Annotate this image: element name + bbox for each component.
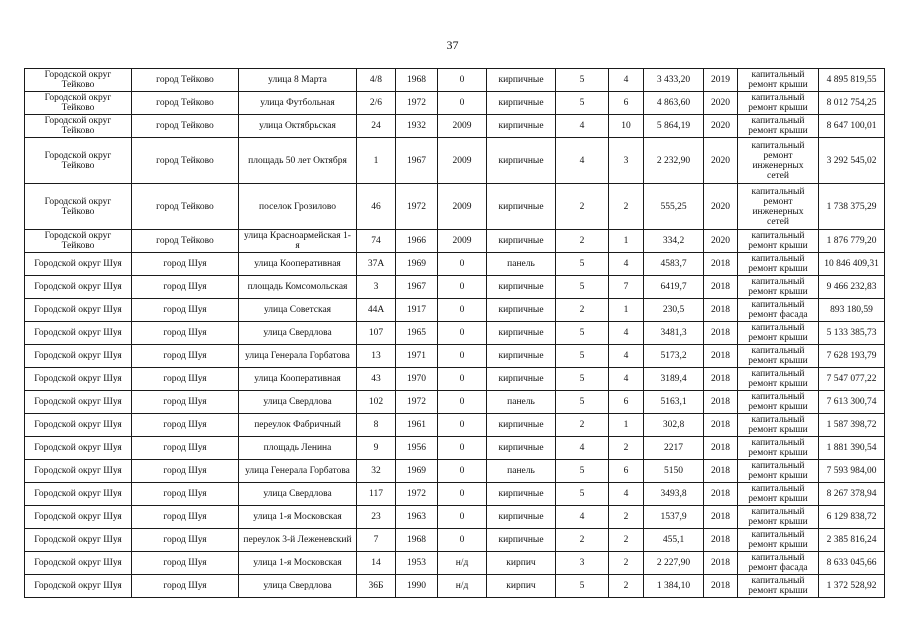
cell-cost: 2 385 816,24 — [819, 529, 885, 552]
table-row — [25, 276, 885, 299]
cell-year-reconstruction: 0 — [438, 322, 487, 345]
cell-year-built: 1972 — [396, 391, 438, 414]
cell-entrances: 2 — [609, 437, 644, 460]
cell-area: 5150 — [644, 460, 704, 483]
cell-municipality: Городской округ Тейково — [25, 138, 132, 184]
cell-planned-year: 2018 — [704, 414, 738, 437]
housing-repair-table — [24, 68, 885, 598]
cell-year-built: 1961 — [396, 414, 438, 437]
cell-floors: 2 — [556, 299, 609, 322]
cell-municipality: Городской округ Тейково — [25, 184, 132, 230]
cell-year-reconstruction: 0 — [438, 414, 487, 437]
cell-street: переулок 3-й Леженевский — [239, 529, 357, 552]
cell-year-built: 1917 — [396, 299, 438, 322]
cell-wall-material: кирпичные — [487, 414, 556, 437]
cell-cost: 8 633 045,66 — [819, 552, 885, 575]
cell-planned-year: 2018 — [704, 368, 738, 391]
cell-cost: 1 881 390,54 — [819, 437, 885, 460]
cell-year-reconstruction: 0 — [438, 483, 487, 506]
cell-area: 4583,7 — [644, 253, 704, 276]
cell-street: улица Кооперативная — [239, 253, 357, 276]
cell-house: 4/8 — [357, 69, 396, 92]
cell-settlement: город Шуя — [132, 345, 239, 368]
cell-street: поселок Грозилово — [239, 184, 357, 230]
cell-settlement: город Тейково — [132, 138, 239, 184]
cell-planned-year: 2020 — [704, 115, 738, 138]
table-row — [25, 391, 885, 414]
cell-floors: 4 — [556, 506, 609, 529]
cell-street: улица 1-я Московская — [239, 552, 357, 575]
table-row — [25, 345, 885, 368]
cell-municipality: Городской округ Шуя — [25, 575, 132, 598]
cell-work-type: капитальный ремонт крыши — [738, 69, 819, 92]
cell-house: 14 — [357, 552, 396, 575]
cell-settlement: город Тейково — [132, 230, 239, 253]
cell-floors: 4 — [556, 138, 609, 184]
page-number: 37 — [446, 38, 459, 52]
cell-work-type: капитальный ремонт фасада — [738, 552, 819, 575]
cell-floors: 5 — [556, 69, 609, 92]
cell-house: 9 — [357, 437, 396, 460]
cell-cost: 7 547 077,22 — [819, 368, 885, 391]
cell-year-built: 1990 — [396, 575, 438, 598]
cell-entrances: 6 — [609, 460, 644, 483]
cell-year-built: 1969 — [396, 460, 438, 483]
table-row — [25, 299, 885, 322]
cell-house: 43 — [357, 368, 396, 391]
cell-street: улица Футбольная — [239, 92, 357, 115]
cell-house: 46 — [357, 184, 396, 230]
cell-wall-material: кирпичные — [487, 437, 556, 460]
cell-work-type: капитальный ремонт крыши — [738, 345, 819, 368]
cell-entrances: 2 — [609, 529, 644, 552]
cell-entrances: 6 — [609, 391, 644, 414]
cell-settlement: город Шуя — [132, 460, 239, 483]
cell-work-type: капитальный ремонт инженерных сетей — [738, 138, 819, 184]
cell-year-reconstruction: 0 — [438, 437, 487, 460]
cell-entrances: 4 — [609, 253, 644, 276]
cell-area: 3493,8 — [644, 483, 704, 506]
cell-year-reconstruction: н/д — [438, 575, 487, 598]
cell-year-reconstruction: 0 — [438, 299, 487, 322]
cell-house: 23 — [357, 506, 396, 529]
cell-area: 5 864,19 — [644, 115, 704, 138]
cell-settlement: город Шуя — [132, 552, 239, 575]
cell-area: 455,1 — [644, 529, 704, 552]
cell-planned-year: 2018 — [704, 437, 738, 460]
cell-year-reconstruction: 0 — [438, 460, 487, 483]
cell-street: улица 1-я Московская — [239, 506, 357, 529]
cell-work-type: капитальный ремонт крыши — [738, 115, 819, 138]
cell-cost: 10 846 409,31 — [819, 253, 885, 276]
cell-work-type: капитальный ремонт крыши — [738, 230, 819, 253]
table-row — [25, 414, 885, 437]
cell-settlement: город Шуя — [132, 437, 239, 460]
cell-planned-year: 2018 — [704, 391, 738, 414]
cell-planned-year: 2018 — [704, 575, 738, 598]
cell-cost: 893 180,59 — [819, 299, 885, 322]
cell-floors: 3 — [556, 552, 609, 575]
cell-planned-year: 2018 — [704, 322, 738, 345]
cell-year-reconstruction: 0 — [438, 276, 487, 299]
cell-area: 334,2 — [644, 230, 704, 253]
cell-year-reconstruction: 2009 — [438, 138, 487, 184]
cell-year-built: 1956 — [396, 437, 438, 460]
cell-house: 36Б — [357, 575, 396, 598]
cell-municipality: Городской округ Шуя — [25, 529, 132, 552]
cell-municipality: Городской округ Шуя — [25, 391, 132, 414]
cell-cost: 5 133 385,73 — [819, 322, 885, 345]
cell-year-reconstruction: 2009 — [438, 115, 487, 138]
table-row — [25, 368, 885, 391]
cell-area: 3189,4 — [644, 368, 704, 391]
cell-municipality: Городской округ Шуя — [25, 322, 132, 345]
table-row — [25, 184, 885, 230]
cell-house: 32 — [357, 460, 396, 483]
cell-house: 2/6 — [357, 92, 396, 115]
cell-wall-material: кирпичные — [487, 322, 556, 345]
table-row — [25, 253, 885, 276]
cell-entrances: 4 — [609, 368, 644, 391]
cell-settlement: город Шуя — [132, 529, 239, 552]
cell-settlement: город Шуя — [132, 575, 239, 598]
table-row — [25, 322, 885, 345]
cell-floors: 5 — [556, 460, 609, 483]
cell-floors: 5 — [556, 575, 609, 598]
table-body — [25, 69, 885, 598]
cell-wall-material: панель — [487, 460, 556, 483]
cell-municipality: Городской округ Шуя — [25, 276, 132, 299]
cell-wall-material: кирпичные — [487, 299, 556, 322]
cell-planned-year: 2018 — [704, 299, 738, 322]
cell-settlement: город Шуя — [132, 322, 239, 345]
cell-year-reconstruction: 0 — [438, 253, 487, 276]
cell-municipality: Городской округ Шуя — [25, 253, 132, 276]
cell-area: 5173,2 — [644, 345, 704, 368]
cell-street: улица Генерала Горбатова — [239, 345, 357, 368]
cell-settlement: город Шуя — [132, 299, 239, 322]
cell-street: улица Октябрьская — [239, 115, 357, 138]
cell-municipality: Городской округ Шуя — [25, 506, 132, 529]
cell-wall-material: кирпичные — [487, 115, 556, 138]
cell-work-type: капитальный ремонт крыши — [738, 276, 819, 299]
cell-year-built: 1968 — [396, 529, 438, 552]
cell-area: 2217 — [644, 437, 704, 460]
cell-wall-material: кирпичные — [487, 483, 556, 506]
cell-planned-year: 2018 — [704, 552, 738, 575]
cell-house: 117 — [357, 483, 396, 506]
cell-house: 74 — [357, 230, 396, 253]
cell-floors: 4 — [556, 115, 609, 138]
cell-area: 555,25 — [644, 184, 704, 230]
cell-year-built: 1967 — [396, 276, 438, 299]
cell-cost: 1 372 528,92 — [819, 575, 885, 598]
cell-area: 1 384,10 — [644, 575, 704, 598]
cell-entrances: 2 — [609, 575, 644, 598]
table-row — [25, 437, 885, 460]
cell-street: площадь Комсомольская — [239, 276, 357, 299]
cell-municipality: Городской округ Тейково — [25, 92, 132, 115]
cell-settlement: город Шуя — [132, 368, 239, 391]
cell-work-type: капитальный ремонт крыши — [738, 414, 819, 437]
cell-floors: 5 — [556, 345, 609, 368]
table-row — [25, 575, 885, 598]
cell-cost: 3 292 545,02 — [819, 138, 885, 184]
cell-settlement: город Шуя — [132, 276, 239, 299]
cell-entrances: 4 — [609, 69, 644, 92]
cell-area: 6419,7 — [644, 276, 704, 299]
cell-wall-material: кирпичные — [487, 230, 556, 253]
table-row — [25, 92, 885, 115]
cell-cost: 4 895 819,55 — [819, 69, 885, 92]
cell-settlement: город Шуя — [132, 483, 239, 506]
table-row — [25, 115, 885, 138]
cell-year-built: 1967 — [396, 138, 438, 184]
cell-cost: 7 593 984,00 — [819, 460, 885, 483]
cell-floors: 5 — [556, 322, 609, 345]
cell-planned-year: 2018 — [704, 345, 738, 368]
cell-wall-material: кирпичные — [487, 529, 556, 552]
cell-entrances: 2 — [609, 552, 644, 575]
cell-street: улица Свердлова — [239, 483, 357, 506]
cell-floors: 5 — [556, 368, 609, 391]
cell-house: 44А — [357, 299, 396, 322]
cell-year-reconstruction: 2009 — [438, 230, 487, 253]
cell-cost: 8 647 100,01 — [819, 115, 885, 138]
cell-area: 3 433,20 — [644, 69, 704, 92]
cell-municipality: Городской округ Шуя — [25, 552, 132, 575]
cell-work-type: капитальный ремонт крыши — [738, 391, 819, 414]
cell-settlement: город Шуя — [132, 506, 239, 529]
cell-floors: 2 — [556, 529, 609, 552]
cell-planned-year: 2020 — [704, 92, 738, 115]
cell-area: 2 232,90 — [644, 138, 704, 184]
cell-cost: 7 628 193,79 — [819, 345, 885, 368]
cell-wall-material: кирпичные — [487, 276, 556, 299]
cell-wall-material: кирпич — [487, 575, 556, 598]
cell-planned-year: 2018 — [704, 506, 738, 529]
cell-entrances: 7 — [609, 276, 644, 299]
cell-year-built: 1972 — [396, 483, 438, 506]
table-row — [25, 230, 885, 253]
cell-work-type: капитальный ремонт крыши — [738, 322, 819, 345]
table-row — [25, 529, 885, 552]
cell-municipality: Городской округ Шуя — [25, 299, 132, 322]
cell-wall-material: кирпичные — [487, 138, 556, 184]
cell-street: улица Свердлова — [239, 322, 357, 345]
cell-area: 5163,1 — [644, 391, 704, 414]
cell-year-built: 1968 — [396, 69, 438, 92]
cell-house: 8 — [357, 414, 396, 437]
cell-settlement: город Тейково — [132, 115, 239, 138]
cell-work-type: капитальный ремонт крыши — [738, 575, 819, 598]
cell-settlement: город Тейково — [132, 69, 239, 92]
table-row — [25, 69, 885, 92]
cell-entrances: 4 — [609, 345, 644, 368]
cell-cost: 8 012 754,25 — [819, 92, 885, 115]
cell-house: 13 — [357, 345, 396, 368]
table-row — [25, 460, 885, 483]
cell-entrances: 2 — [609, 184, 644, 230]
table-row — [25, 552, 885, 575]
cell-street: улица Советская — [239, 299, 357, 322]
cell-street: улица Свердлова — [239, 391, 357, 414]
table-row — [25, 483, 885, 506]
cell-work-type: капитальный ремонт крыши — [738, 460, 819, 483]
cell-settlement: город Шуя — [132, 391, 239, 414]
cell-year-reconstruction: н/д — [438, 552, 487, 575]
cell-wall-material: кирпичные — [487, 506, 556, 529]
cell-municipality: Городской округ Шуя — [25, 368, 132, 391]
cell-area: 230,5 — [644, 299, 704, 322]
cell-floors: 5 — [556, 483, 609, 506]
cell-cost: 1 738 375,29 — [819, 184, 885, 230]
cell-house: 107 — [357, 322, 396, 345]
cell-work-type: капитальный ремонт инженерных сетей — [738, 184, 819, 230]
cell-planned-year: 2018 — [704, 460, 738, 483]
cell-planned-year: 2019 — [704, 69, 738, 92]
cell-street: улица Генерала Горбатова — [239, 460, 357, 483]
cell-planned-year: 2020 — [704, 184, 738, 230]
cell-wall-material: панель — [487, 253, 556, 276]
cell-planned-year: 2018 — [704, 276, 738, 299]
cell-municipality: Городской округ Тейково — [25, 230, 132, 253]
cell-planned-year: 2020 — [704, 138, 738, 184]
cell-house: 24 — [357, 115, 396, 138]
cell-municipality: Городской округ Шуя — [25, 414, 132, 437]
cell-year-built: 1970 — [396, 368, 438, 391]
cell-floors: 2 — [556, 230, 609, 253]
cell-year-built: 1972 — [396, 184, 438, 230]
cell-planned-year: 2018 — [704, 483, 738, 506]
cell-year-built: 1932 — [396, 115, 438, 138]
cell-work-type: капитальный ремонт крыши — [738, 437, 819, 460]
cell-entrances: 4 — [609, 322, 644, 345]
cell-settlement: город Шуя — [132, 253, 239, 276]
cell-year-reconstruction: 0 — [438, 368, 487, 391]
cell-wall-material: кирпичные — [487, 92, 556, 115]
cell-year-built: 1971 — [396, 345, 438, 368]
cell-house: 3 — [357, 276, 396, 299]
cell-floors: 4 — [556, 437, 609, 460]
cell-wall-material: панель — [487, 391, 556, 414]
cell-street: площадь Ленина — [239, 437, 357, 460]
cell-cost: 1 876 779,20 — [819, 230, 885, 253]
table-row — [25, 138, 885, 184]
cell-entrances: 3 — [609, 138, 644, 184]
cell-floors: 5 — [556, 253, 609, 276]
cell-year-reconstruction: 0 — [438, 69, 487, 92]
cell-municipality: Городской округ Тейково — [25, 115, 132, 138]
cell-wall-material: кирпичные — [487, 184, 556, 230]
cell-settlement: город Тейково — [132, 184, 239, 230]
cell-area: 1537,9 — [644, 506, 704, 529]
cell-work-type: капитальный ремонт крыши — [738, 483, 819, 506]
cell-year-built: 1965 — [396, 322, 438, 345]
cell-area: 2 227,90 — [644, 552, 704, 575]
cell-work-type: капитальный ремонт фасада — [738, 299, 819, 322]
cell-municipality: Городской округ Шуя — [25, 437, 132, 460]
cell-wall-material: кирпичные — [487, 69, 556, 92]
cell-floors: 5 — [556, 276, 609, 299]
cell-street: улица 8 Марта — [239, 69, 357, 92]
cell-street: улица Красноармейская 1-я — [239, 230, 357, 253]
cell-house: 102 — [357, 391, 396, 414]
table-row — [25, 506, 885, 529]
cell-settlement: город Тейково — [132, 92, 239, 115]
cell-year-reconstruction: 0 — [438, 391, 487, 414]
cell-street: переулок Фабричный — [239, 414, 357, 437]
cell-cost: 8 267 378,94 — [819, 483, 885, 506]
cell-entrances: 1 — [609, 230, 644, 253]
cell-settlement: город Шуя — [132, 414, 239, 437]
cell-cost: 1 587 398,72 — [819, 414, 885, 437]
cell-work-type: капитальный ремонт крыши — [738, 253, 819, 276]
cell-work-type: капитальный ремонт крыши — [738, 368, 819, 391]
cell-house: 37А — [357, 253, 396, 276]
cell-year-reconstruction: 2009 — [438, 184, 487, 230]
cell-year-built: 1966 — [396, 230, 438, 253]
cell-year-built: 1972 — [396, 92, 438, 115]
cell-municipality: Городской округ Тейково — [25, 69, 132, 92]
cell-year-reconstruction: 0 — [438, 92, 487, 115]
cell-wall-material: кирпичные — [487, 368, 556, 391]
cell-wall-material: кирпич — [487, 552, 556, 575]
cell-floors: 5 — [556, 391, 609, 414]
cell-floors: 5 — [556, 92, 609, 115]
cell-year-reconstruction: 0 — [438, 506, 487, 529]
cell-area: 302,8 — [644, 414, 704, 437]
cell-floors: 2 — [556, 414, 609, 437]
cell-year-built: 1969 — [396, 253, 438, 276]
cell-house: 1 — [357, 138, 396, 184]
cell-house: 7 — [357, 529, 396, 552]
cell-entrances: 6 — [609, 92, 644, 115]
cell-planned-year: 2018 — [704, 253, 738, 276]
cell-municipality: Городской округ Шуя — [25, 345, 132, 368]
cell-planned-year: 2018 — [704, 529, 738, 552]
cell-area: 3481,3 — [644, 322, 704, 345]
cell-area: 4 863,60 — [644, 92, 704, 115]
cell-cost: 7 613 300,74 — [819, 391, 885, 414]
cell-year-reconstruction: 0 — [438, 345, 487, 368]
cell-work-type: капитальный ремонт крыши — [738, 506, 819, 529]
cell-work-type: капитальный ремонт крыши — [738, 92, 819, 115]
cell-planned-year: 2020 — [704, 230, 738, 253]
cell-floors: 2 — [556, 184, 609, 230]
cell-entrances: 1 — [609, 414, 644, 437]
cell-work-type: капитальный ремонт крыши — [738, 529, 819, 552]
cell-cost: 6 129 838,72 — [819, 506, 885, 529]
cell-entrances: 4 — [609, 483, 644, 506]
cell-street: улица Кооперативная — [239, 368, 357, 391]
cell-entrances: 1 — [609, 299, 644, 322]
cell-year-reconstruction: 0 — [438, 529, 487, 552]
cell-wall-material: кирпичные — [487, 345, 556, 368]
cell-entrances: 10 — [609, 115, 644, 138]
cell-municipality: Городской округ Шуя — [25, 483, 132, 506]
cell-cost: 9 466 232,83 — [819, 276, 885, 299]
cell-municipality: Городской округ Шуя — [25, 460, 132, 483]
cell-street: площадь 50 лет Октября — [239, 138, 357, 184]
cell-year-built: 1963 — [396, 506, 438, 529]
cell-year-built: 1953 — [396, 552, 438, 575]
cell-entrances: 2 — [609, 506, 644, 529]
cell-street: улица Свердлова — [239, 575, 357, 598]
